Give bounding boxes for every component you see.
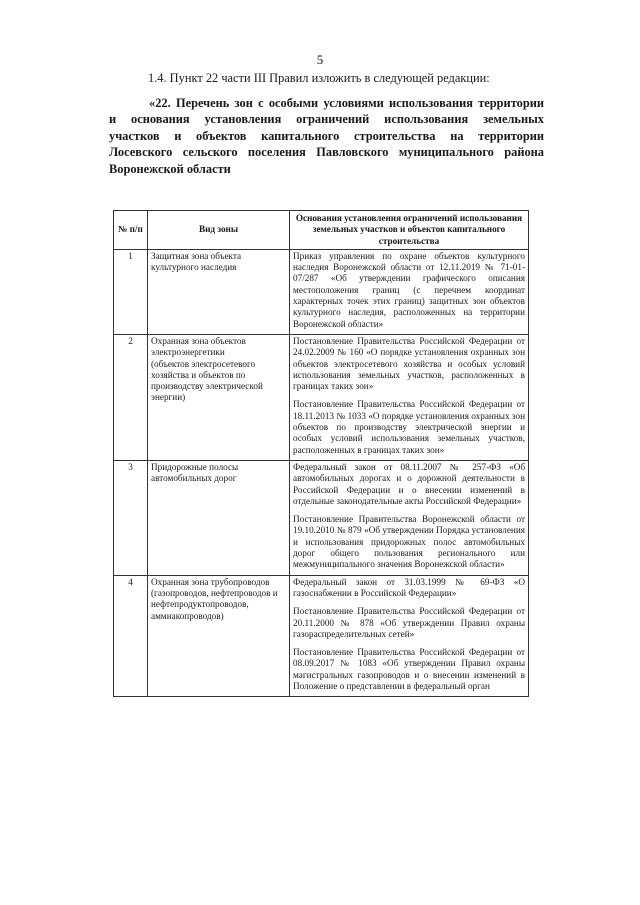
intro-paragraph: 1.4. Пункт 22 части III Правил изложить в следующей редакции: <box>148 71 490 85</box>
basis-document: Постановление Правительства Российской Федерации от 08.09.2017 № 1083 «Об утверждении Правил охраны магистральных газопроводов и о внесении изменений в Положение о представлении в федеральный орган <box>293 647 525 691</box>
table-row <box>114 334 529 460</box>
basis-document: Федеральный закон от 31.03.1999 № 69-ФЗ «О газоснабжении в Российской Федерации» <box>293 576 525 598</box>
header-zone-kind: Вид зоны <box>148 211 290 250</box>
row-number: 2 <box>114 334 148 460</box>
zone-kind: Охранная зона объектов электроэнергетики (объектов электросетевого хозяйства и объектов по производству электрической энергии) <box>148 334 290 460</box>
basis-document: Постановление Правительства Воронежской области от 19.10.2010 № 879 «Об утверждении Порядка установления и использования придорожных полос автомобильных дорог общего пользования регионального или межмуниципального значения Воронежской области» <box>293 514 525 570</box>
table-row <box>114 575 529 697</box>
heading-line: Лосевского сельского поселения Павловского муниципального района <box>109 145 544 160</box>
page-number: 5 <box>316 52 324 67</box>
basis-cell <box>290 460 529 575</box>
header-basis: Основания установления ограничений использования земельных участков и объектов капитального строительства <box>290 211 529 250</box>
heading-line: участков и объектов капитального строительства на территории <box>109 128 544 143</box>
basis-document: Федеральный закон от 08.11.2007 № 257-ФЗ «Об автомобильных дорогах и о дорожной деятельности в Российской Федерации и о внесении изменений в отдельные законодательные акты Российской Федерации» <box>293 461 525 506</box>
basis-cell <box>290 334 529 460</box>
heading-line: «22. Перечень зон с особыми условиями использования территории <box>149 96 544 110</box>
table-row <box>114 249 529 334</box>
row-number: 4 <box>114 575 148 697</box>
row-number: 3 <box>114 460 148 575</box>
table-header-row <box>114 211 529 250</box>
row-number: 1 <box>114 249 148 334</box>
section-heading <box>109 95 544 177</box>
basis-cell <box>290 249 529 334</box>
basis-document: Постановление Правительства Российской Федерации от 24.02.2009 № 160 «О порядке установления охранных зон объектов электросетевого хозяйства и особых условий использования земельных участков, расположенных в границах таких зон» <box>293 335 525 392</box>
zone-kind: Защитная зона объекта культурного наследия <box>148 249 290 334</box>
heading-line: и основания установления ограничений использования земельных <box>109 112 544 127</box>
zone-kind: Придорожные полосы автомобильных дорог <box>148 460 290 575</box>
zones-table <box>113 210 529 697</box>
basis-cell <box>290 575 529 697</box>
basis-document: Постановление Правительства Российской Федерации от 18.11.2013 № 1033 «О порядке установления охранных зон объектов по производству электрической энергии и особых условий использования земельных участков, расположенных в границах таких зон» <box>293 399 525 455</box>
basis-document: Постановление Правительства Российской Федерации от 20.11.2000 № 878 «Об утверждении Правил охраны газораспределительных сетей» <box>293 606 525 639</box>
heading-line: Воронежской области <box>109 161 231 176</box>
basis-document: Приказ управления по охране объектов культурного наследия Воронежской области от 12.11.2019 № 71-01-07/287 «Об утверждении графического описания местоположения границ (с перечнем координат характерных точек этих границ) защитных зон объектов культурного наследия, расположенных на территории Воронежской области» <box>293 250 525 329</box>
table-row <box>114 460 529 575</box>
zone-kind: Охранная зона трубопроводов (газопроводов, нефтепроводов и нефтепродуктопроводов, аммиакопроводов) <box>148 575 290 697</box>
header-number: № п/п <box>114 211 148 250</box>
